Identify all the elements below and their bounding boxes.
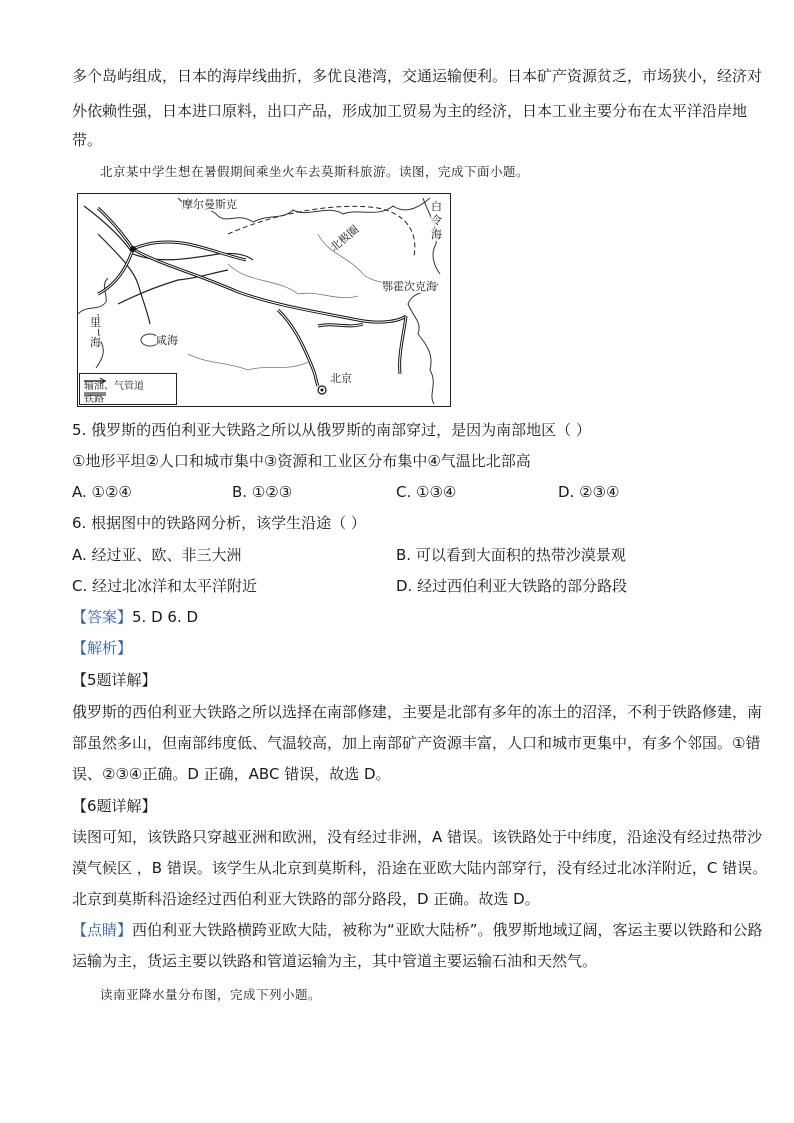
question-prompt: 北京某中学生想在暑假期间乘坐火车去莫斯科旅游。读图，完成下面小题。 (100, 164, 530, 179)
label-bering-1: 白 (431, 200, 442, 213)
q6-option-d: D. 经过西伯利亚大铁路的部分路段 (396, 577, 628, 595)
detail5-label: 【5题详解】 (72, 671, 157, 689)
intro-line-3: 带。 (72, 131, 103, 149)
russia-railway-map (77, 193, 451, 407)
label-aral: 咸海 (156, 334, 178, 347)
pipeline-legend-icon (84, 377, 106, 385)
label-beijing: 北京 (330, 372, 352, 385)
label-caspian-1: 里 (90, 316, 101, 329)
detail5-line-3: 误、②③④正确。D 正确，ABC 错误，故选 D。 (72, 765, 391, 783)
q5-stem: 5. 俄罗斯的西伯利亚大铁路之所以从俄罗斯的南部穿过，是因为南部地区（ ） (72, 421, 591, 439)
q5-option-a: A. ①②④ (72, 483, 132, 501)
q6-stem: 6. 根据图中的铁路网分析，该学生沿途（ ） (72, 514, 366, 532)
q5-option-c: C. ①③④ (396, 483, 457, 501)
legend-pipeline-label: 输油、气管道 (84, 381, 144, 392)
railway-legend-icon (84, 390, 106, 398)
analysis-label: 【解析】 (72, 639, 133, 657)
label-caspian-2: 海 (90, 336, 101, 349)
q5-option-b: B. ①②③ (232, 483, 293, 501)
answer-label: 【答案】 (72, 608, 133, 626)
detail6-line-2: 漠气候区 ，B 错误。该学生从北京到莫斯科，沿途在亚欧大陆内部穿行，没有经过北冰洋附近，C 错误。 (72, 859, 768, 877)
label-bering-3: 海 (431, 228, 442, 241)
answer-value: 5. D 6. D (132, 608, 199, 626)
label-arctic-circle: 北极圈 (327, 222, 362, 255)
label-bering-2: 令 (431, 214, 442, 227)
detail6-line-3: 北京到莫斯科沿途经过西伯利亚大铁路的部分路段，D 正确。故选 D。 (72, 890, 540, 908)
detail6-line-1: 读图可知，该铁路只穿越亚洲和欧洲，没有经过非洲，A 错误。该铁路处于中纬度，沿途没有经过热带沙 (72, 828, 763, 846)
q5-option-d: D. ②③④ (558, 483, 620, 501)
intro-line-2: 外依赖性强，日本进口原料，出口产品，形成加工贸易为主的经济，日本工业主要分布在太平洋沿岸地 (72, 102, 748, 120)
detail5-line-2: 部虽然多山，但南部纬度低、气温较高，加上南部矿产资源丰富，人口和城市更集中，有多个邻国。①错 (72, 734, 761, 752)
q5-conditions: ①地形平坦②人口和城市集中③资源和工业区分布集中④气温比北部高 (72, 452, 531, 470)
tip-text-1: 西伯利亚大铁路横跨亚欧大陆，被称为“亚欧大陆桥”。俄罗斯地域辽阔，客运主要以铁路和公路 (132, 921, 763, 939)
answer-line (72, 607, 198, 627)
label-okhotsk: 鄂霍次克海 (382, 280, 437, 293)
tip-line-1 (72, 920, 763, 940)
q6-option-b: B. 可以看到大面积的热带沙漠景观 (396, 546, 626, 564)
detail6-label: 【6题详解】 (72, 797, 157, 815)
map-legend (79, 373, 177, 405)
intro-line-1: 多个岛屿组成，日本的海岸线曲折，多优良港湾，交通运输便利。日本矿产资源贫乏，市场狭小，经济对 (72, 67, 763, 85)
tip-line-2: 运输为主，货运主要以铁路和管道运输为主，其中管道主要运输石油和天然气。 (72, 952, 598, 970)
q6-option-c: C. 经过北冰洋和太平洋附近 (72, 577, 258, 595)
detail5-line-1: 俄罗斯的西伯利亚大铁路之所以选择在南部修建，主要是北部有多年的冻土的沼泽，不利于铁路修建，南 (72, 703, 763, 721)
next-question-prompt: 读南亚降水量分布图，完成下列小题。 (100, 987, 322, 1002)
tip-label: 【点睛】 (72, 921, 133, 939)
q6-option-a: A. 经过亚、欧、非三大洲 (72, 546, 242, 564)
legend-railway-label: 铁路 (84, 394, 104, 405)
label-murmansk: 摩尔曼斯克 (182, 198, 237, 211)
